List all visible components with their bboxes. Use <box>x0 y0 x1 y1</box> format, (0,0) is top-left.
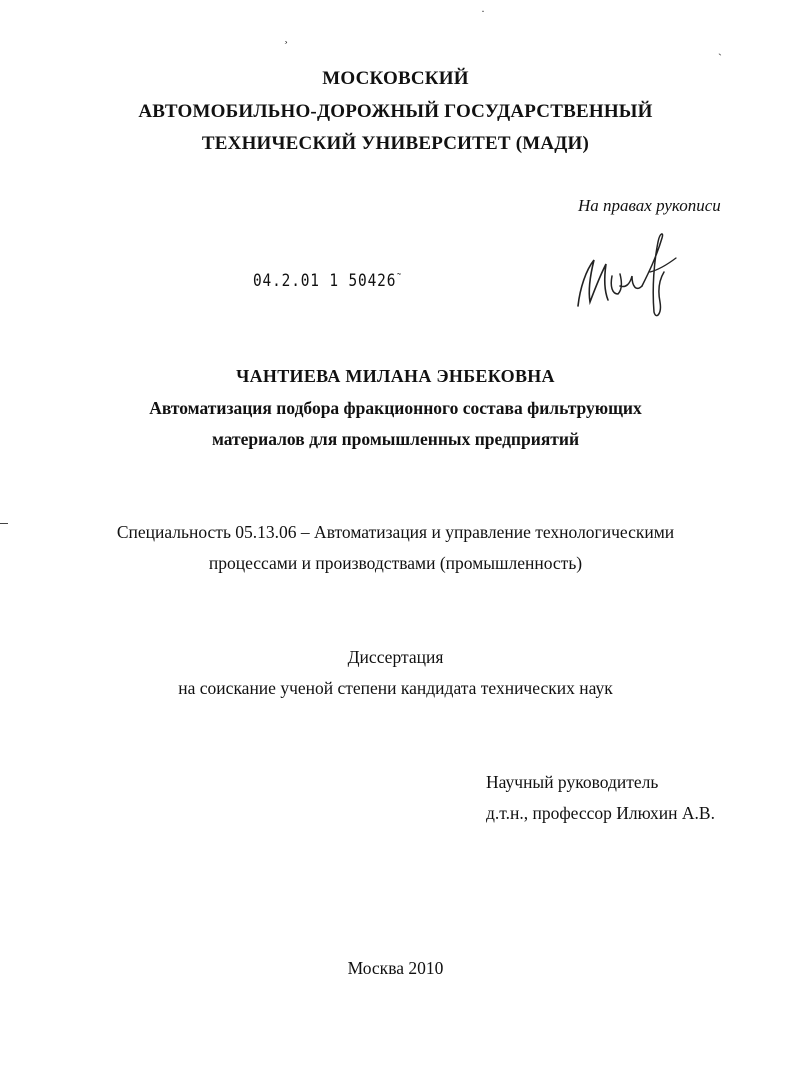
supervisor-label: Научный руководитель <box>486 772 659 792</box>
specialty-line-2: процессами и производствами (промышленность) <box>208 553 583 573</box>
institution-line-1: МОСКОВСКИЙ <box>322 68 469 89</box>
institution-line-2: АВТОМОБИЛЬНО-ДОРОЖНЫЙ ГОСУДАРСТВЕННЫЙ <box>138 101 653 122</box>
specialty-line-1: Специальность 05.13.06 – Автоматизация и управление технологическими <box>116 522 675 542</box>
dissertation-title-line-1: Автоматизация подбора фракционного состава фильтрующих <box>149 398 642 418</box>
author-signature <box>572 228 682 320</box>
institution-line-3: ТЕХНИЧЕСКИЙ УНИВЕРСИТЕТ (МАДИ) <box>201 133 590 154</box>
registry-number: 04.2.01 1 50426 <box>253 271 397 291</box>
supervisor-name: д.т.н., профессор Илюхин А.В. <box>486 803 715 823</box>
dissertation-title-line-2: материалов для промышленных предприятий <box>211 429 580 449</box>
scan-speck: ˎ <box>718 42 722 56</box>
document-type: Диссертация <box>347 647 444 667</box>
registry-mark: ˜ <box>397 270 401 284</box>
place-year: Москва 2010 <box>347 958 444 978</box>
scan-speck: · <box>481 4 485 18</box>
scan-speck: ¸ <box>284 30 288 44</box>
degree-sought: на соискание ученой степени кандидата технических наук <box>178 678 613 698</box>
author-name: ЧАНТИЕВА МИЛАНА ЭНБЕКОВНА <box>236 366 555 386</box>
manuscript-note: На правах рукописи <box>578 196 721 215</box>
